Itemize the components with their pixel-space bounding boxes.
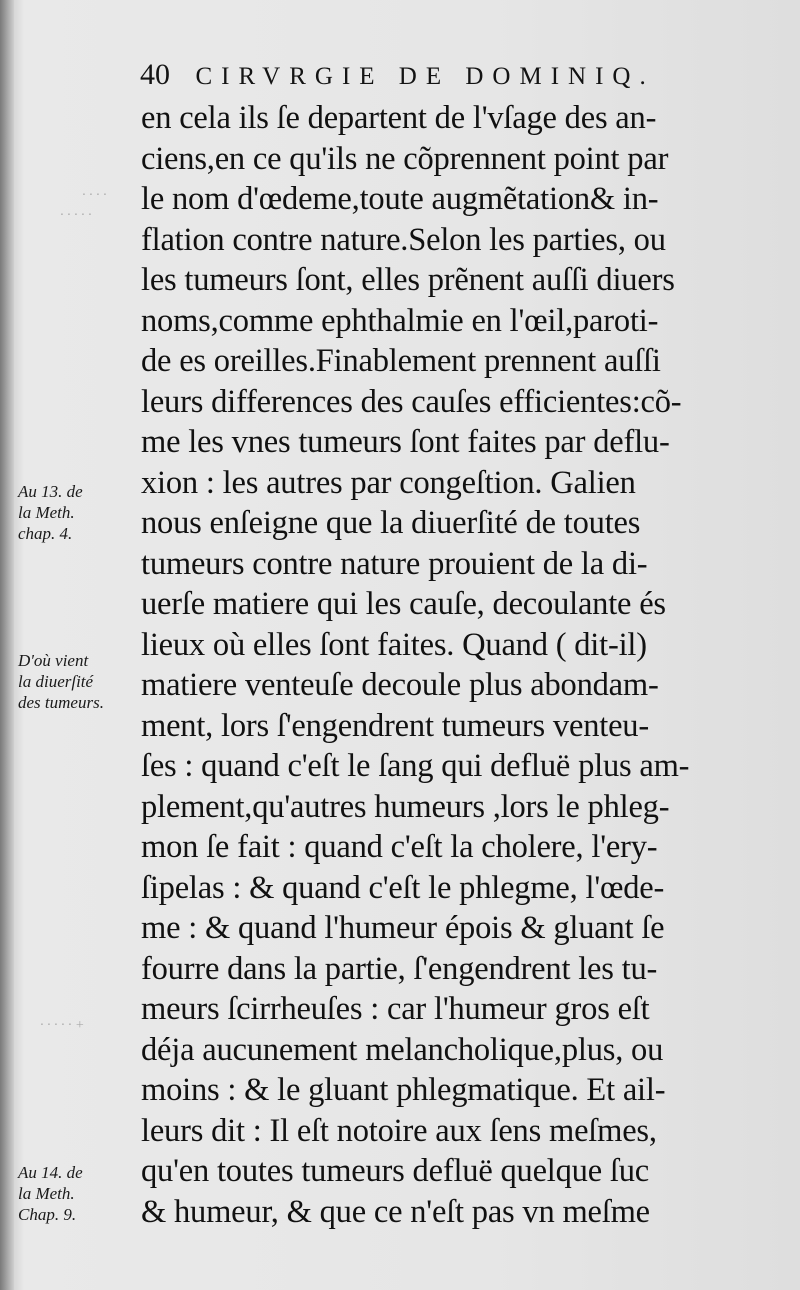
text-line: leurs dit : Il eſt notoire aux ſens meſmes, <box>141 1112 657 1149</box>
text-line: nous enſeigne que la diuerſité de toutes <box>141 505 641 541</box>
text-line: mon ſe fait : quand c'eſt la cholere, l'ery- <box>141 829 658 865</box>
text-line: de es oreilles.Finablement prennent auſſi <box>141 343 661 379</box>
margin-note-diversity-of-tumors <box>18 650 140 713</box>
bleed-through-mark: · · · · <box>82 188 107 203</box>
page-spine-shadow <box>0 0 14 1290</box>
margin-note-line: D'où vient <box>18 651 89 670</box>
page-header <box>140 58 655 92</box>
text-line: uerſe matiere qui les cauſe, decoulante és <box>141 586 666 622</box>
text-line: xion : les autres par congeſtion. Galien <box>141 464 636 501</box>
margin-note-line: Au 13. de <box>18 482 83 501</box>
bleed-through-mark: · · · · · + <box>40 1018 85 1033</box>
text-line: les tumeurs ſont, elles prẽnent auſſi diuers <box>141 262 675 298</box>
text-line: plement,qu'autres humeurs ,lors le phleg- <box>141 788 670 825</box>
text-line: fourre dans la partie, ſ'engendrent les tu- <box>141 950 658 987</box>
text-line: lieux où elles ſont faites. Quand ( dit-il) <box>141 626 647 663</box>
text-line: déja aucunement melancholique,plus, ou <box>141 1031 664 1068</box>
text-line: me : & quand l'humeur épois & gluant ſe <box>141 910 665 946</box>
margin-note-line: Au 14. de <box>18 1163 83 1182</box>
page-number: 40 <box>140 58 170 91</box>
margin-note-line: chap. 4. <box>18 524 73 543</box>
margin-note-line: des tumeurs. <box>18 693 104 712</box>
margin-note-reference-meth-13 <box>18 481 140 544</box>
text-line: le nom d'œdeme,toute augmẽtation& in- <box>141 181 659 217</box>
text-line: en cela ils ſe departent de l'vſage des an- <box>141 100 657 136</box>
text-line: leurs differences des cauſes efficientes:cõ- <box>141 383 682 420</box>
text-line: tumeurs contre nature prouient de la di- <box>141 545 648 582</box>
margin-note-reference-meth-14 <box>18 1162 140 1225</box>
running-title: CIRVRGIE DE DOMINIQ. <box>195 63 655 90</box>
text-line: flation contre nature.Selon les parties, ou <box>141 221 666 258</box>
text-line: & humeur, & que ce n'eſt pas vn meſme <box>141 1193 650 1230</box>
text-line: meurs ſcirrheuſes : car l'humeur gros eſt <box>141 991 650 1027</box>
margin-note-line: la diuerſité <box>18 672 94 691</box>
text-line: noms,comme ephthalmie en l'œil,paroti- <box>141 302 659 339</box>
text-line: qu'en toutes tumeurs defluë quelque ſuc <box>141 1153 649 1189</box>
text-line: ciens,en ce qu'ils ne cõprennent point par <box>141 140 669 177</box>
text-line: ment, lors ſ'engendrent tumeurs venteu- <box>141 707 649 744</box>
margin-note-line: la Meth. <box>18 503 75 522</box>
text-line: ſes : quand c'eſt le ſang qui defluë plus am- <box>141 748 690 784</box>
text-line: me les vnes tumeurs ſont faites par deflu- <box>141 424 670 460</box>
text-line: matiere venteuſe decoule plus abondam- <box>141 667 659 703</box>
text-line: ſipelas : & quand c'eſt le phlegme, l'œde- <box>141 869 665 906</box>
text-line: moins : & le gluant phlegmatique. Et ail- <box>141 1072 666 1108</box>
margin-note-line: Chap. 9. <box>18 1205 77 1224</box>
margin-note-line: la Meth. <box>18 1184 75 1203</box>
body-text <box>141 98 771 1232</box>
bleed-through-mark: · · · · · <box>60 208 92 223</box>
